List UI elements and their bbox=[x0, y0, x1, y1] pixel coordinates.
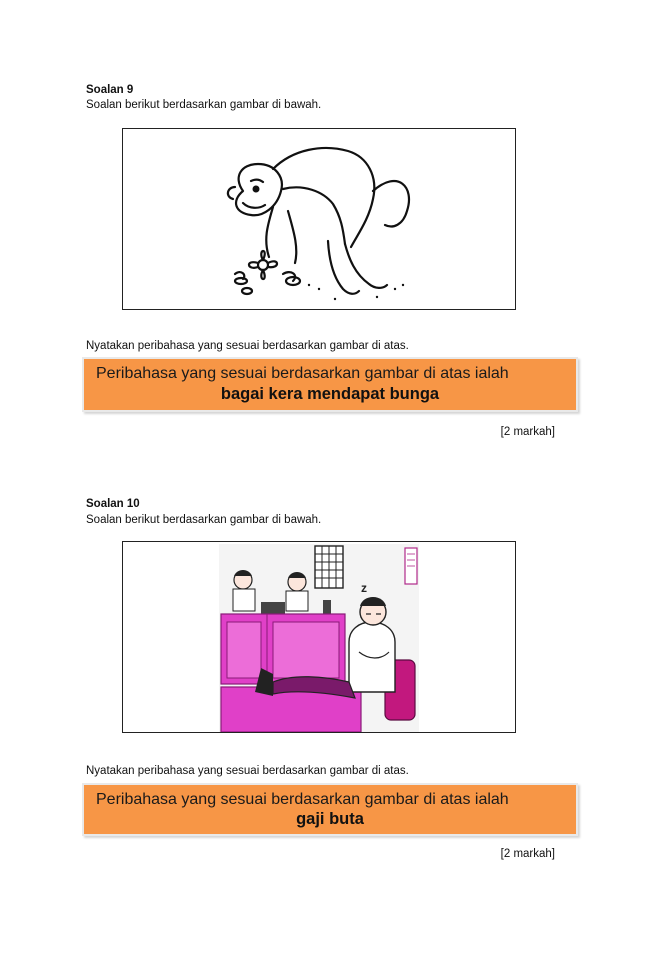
question-10-prompt: Nyatakan peribahasa yang sesuai berdasarkan gambar di atas. bbox=[86, 765, 409, 777]
question-9-instruction: Soalan berikut berdasarkan gambar di bawah. bbox=[86, 99, 322, 111]
svg-text:z: z bbox=[361, 581, 367, 595]
question-10-marks: [2 markah] bbox=[500, 848, 555, 860]
monkey-flower-illustration bbox=[123, 129, 516, 310]
question-9-picture bbox=[122, 128, 516, 310]
question-10-answer-intro: Peribahasa yang sesuai berdasarkan gambar di atas ialah bbox=[96, 791, 509, 808]
question-9-answer-box bbox=[82, 357, 578, 412]
question-9-answer-intro: Peribahasa yang sesuai berdasarkan gambar di atas ialah bbox=[96, 365, 509, 382]
question-10-picture bbox=[122, 541, 516, 733]
question-9-marks: [2 markah] bbox=[500, 426, 555, 438]
question-9-prompt: Nyatakan peribahasa yang sesuai berdasarkan gambar di atas. bbox=[86, 340, 409, 352]
question-10-answer-box bbox=[82, 783, 578, 836]
question-9-answer: bagai kera mendapat bunga bbox=[220, 385, 440, 403]
office-sleeping-illustration bbox=[123, 542, 516, 733]
question-10-instruction: Soalan berikut berdasarkan gambar di bawah. bbox=[86, 514, 322, 526]
question-9-title: Soalan 9 bbox=[86, 84, 134, 96]
question-10-answer: gaji buta bbox=[296, 810, 364, 828]
question-10-title: Soalan 10 bbox=[86, 498, 140, 510]
